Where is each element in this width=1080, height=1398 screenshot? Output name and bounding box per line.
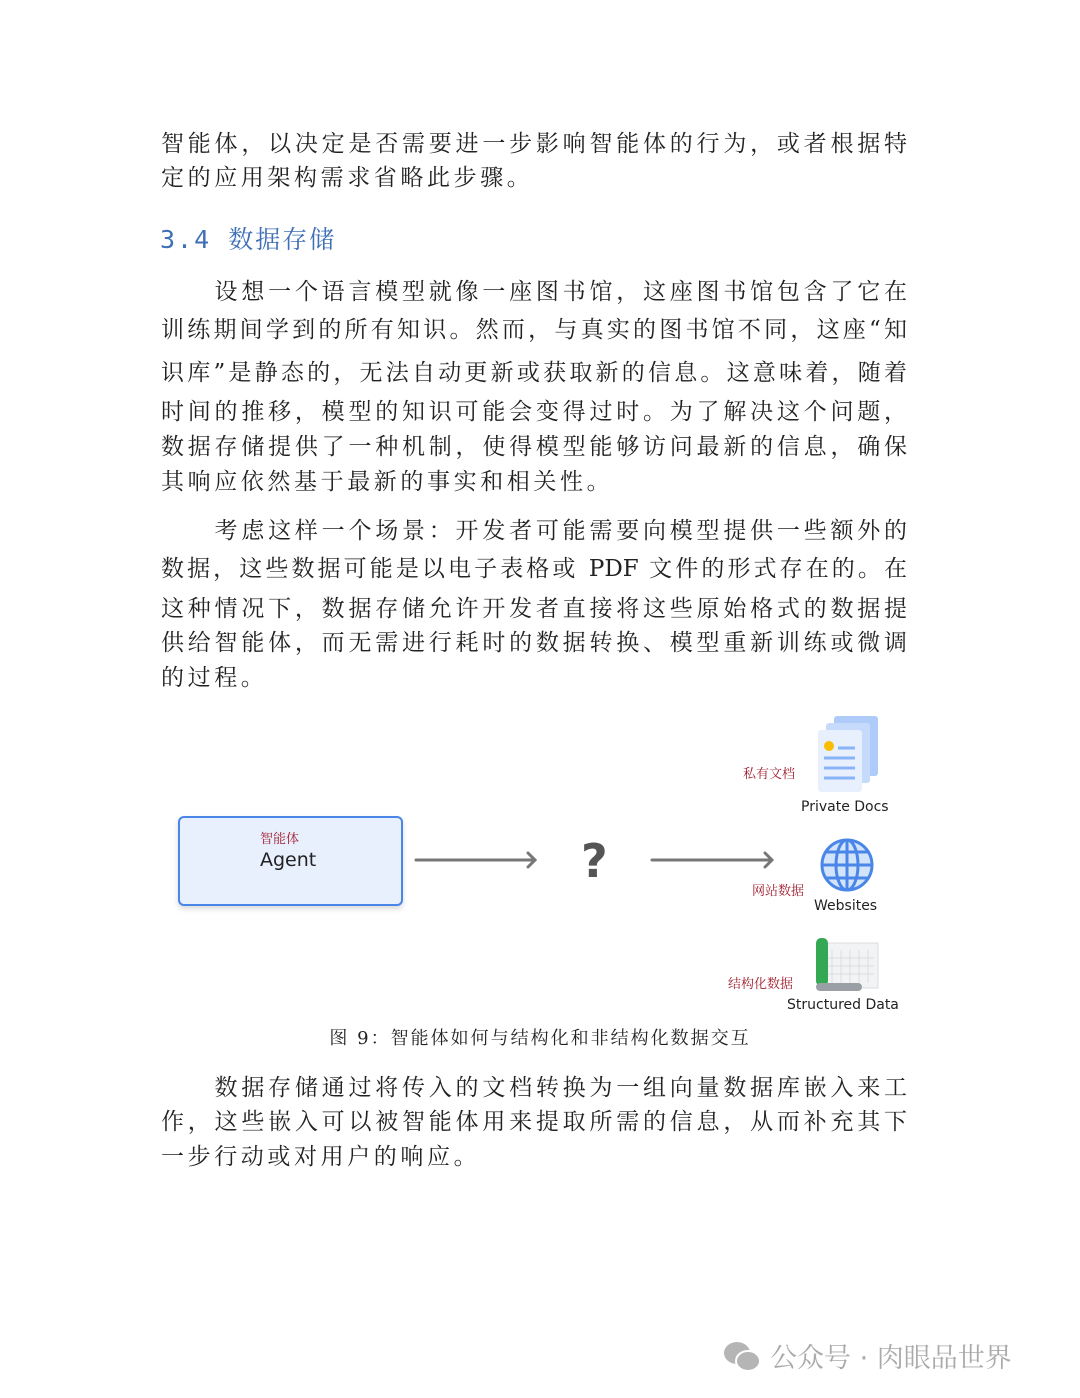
text-line: 智能体，以决定是否需要进一步影响智能体的行为，或者根据特 xyxy=(161,131,907,157)
document-icon xyxy=(818,716,878,792)
globe-icon xyxy=(822,840,872,890)
text-line: 识库”是静态的，无法自动更新或获取新的信息。这意味着，随着 xyxy=(161,360,907,386)
text-line: 数据，这些数据可能是以电子表格或 PDF 文件的形式存在的。在 xyxy=(161,556,907,582)
watermark-text: 公众号 · 肉眼品世界 xyxy=(770,1343,1012,1374)
source-label-zh: 私有文档 xyxy=(743,767,796,782)
source-label-en: Private Docs xyxy=(801,799,889,815)
text-line: 数据存储通过将传入的文档转换为一组向量数据库嵌入来工 xyxy=(161,1075,907,1101)
source-label-en: Websites xyxy=(814,898,878,914)
text-line: 一步行动或对用户的响应。 xyxy=(161,1144,481,1170)
unknown-mark: ? xyxy=(581,834,608,888)
wechat-icon xyxy=(722,1339,762,1373)
arrow-right-icon xyxy=(416,853,535,867)
arrow-right-icon xyxy=(652,853,772,867)
source-label-en: Structured Data xyxy=(787,997,899,1013)
text-line: 定的应用架构需求省略此步骤。 xyxy=(161,165,534,191)
text-line: 供给智能体，而无需进行耗时的数据转换、模型重新训练或微调 xyxy=(161,630,907,656)
text-line: 设想一个语言模型就像一座图书馆，这座图书馆包含了它在 xyxy=(161,279,907,305)
text-line: 时间的推移，模型的知识可能会变得过时。为了解决这个问题， xyxy=(161,399,907,425)
text-line: 其响应依然基于最新的事实和相关性。 xyxy=(161,469,614,495)
text-line: 这种情况下，数据存储允许开发者直接将这些原始格式的数据提 xyxy=(161,596,907,622)
source-label-zh: 结构化数据 xyxy=(728,977,794,992)
agent-label-en: Agent xyxy=(260,849,317,871)
text-line: 数据存储提供了一种机制，使得模型能够访问最新的信息，确保 xyxy=(161,434,907,460)
text-line: 考虑这样一个场景：开发者可能需要向模型提供一些额外的 xyxy=(161,518,907,544)
section-heading: 3.4 数据存储 xyxy=(160,225,337,254)
figure-caption: 图 9：智能体如何与结构化和非结构化数据交互 xyxy=(329,1028,751,1049)
text-line: 作，这些嵌入可以被智能体用来提取所需的信息，从而补充其下 xyxy=(161,1109,907,1135)
text-line: 训练期间学到的所有知识。然而，与真实的图书馆不同，这座“知 xyxy=(161,317,907,343)
agent-label-zh: 智能体 xyxy=(260,832,300,847)
text-line: 的过程。 xyxy=(161,665,268,691)
watermark xyxy=(722,1336,1012,1375)
spreadsheet-icon xyxy=(816,938,878,991)
source-label-zh: 网站数据 xyxy=(752,884,805,899)
